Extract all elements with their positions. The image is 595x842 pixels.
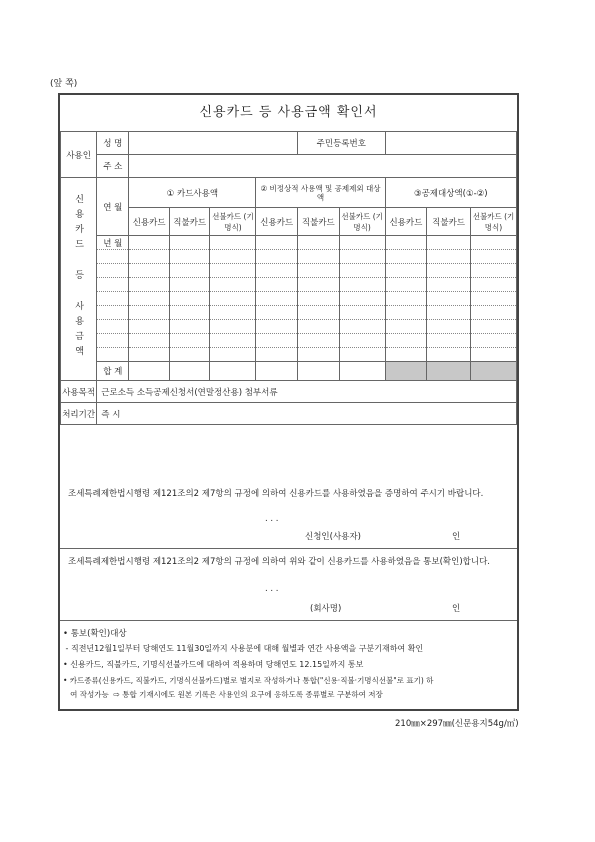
total-cell-disabled — [427, 362, 471, 381]
note-line: 여 작성가능 ⇨ 통합 기재시에도 원본 기록은 사용인의 요구에 응하도록 종류별로 구분하여 저장 — [63, 690, 383, 699]
total-cell-disabled — [385, 362, 427, 381]
address-label: 주 소 — [97, 155, 129, 178]
paper-size-footer: 210㎜×297㎜(신문용지54g/㎡) — [395, 719, 519, 729]
group3-header: ③공제대상액(①-②) — [385, 178, 516, 208]
name-label: 성 명 — [97, 132, 129, 155]
total-cell-disabled — [471, 362, 517, 381]
total-cell[interactable] — [129, 362, 170, 381]
total-cell[interactable] — [256, 362, 298, 381]
purpose-label: 사용목적 — [61, 381, 97, 403]
col-debit-1: 직불카드 — [169, 208, 210, 236]
total-label: 합 계 — [97, 362, 129, 381]
table-cell[interactable] — [169, 236, 210, 250]
total-cell[interactable] — [210, 362, 256, 381]
notice-text: 조세특례제한법시행령 제121조의2 제7항의 규정에 의하여 위와 같이 신용카드를 사용하였음을 통보(확인)합니다. — [68, 557, 490, 567]
request-seal: 인 — [452, 532, 461, 542]
notice-date: . . . — [265, 584, 279, 594]
purpose-value: 근로소득 소득공제신청서(연말정산용) 첨부서류 — [97, 381, 517, 403]
col-credit-1: 신용카드 — [129, 208, 170, 236]
table-cell[interactable] — [471, 236, 517, 250]
note-line: • 카드종류(신용카드, 직불카드, 기명식선불카드)별로 별지로 작성하거나 통합("신용·직불·기명식선불"로 표기) 하 — [63, 676, 434, 685]
notice-section — [60, 548, 517, 621]
year-month-label: 연 월 — [97, 178, 129, 236]
table-cell[interactable] — [298, 236, 340, 250]
rrn-label: 주민등록번호 — [298, 132, 386, 155]
table-cell[interactable] — [210, 236, 256, 250]
col-prepaid-1: 선불카드 (기명식) — [210, 208, 256, 236]
request-signer: 신청인(사용자) — [305, 532, 361, 542]
col-credit-3: 신용카드 — [385, 208, 427, 236]
user-label: 사용인 — [61, 132, 97, 178]
col-prepaid-2: 선불카드 (기명식) — [339, 208, 385, 236]
notes-section — [60, 625, 517, 705]
total-cell[interactable] — [339, 362, 385, 381]
table-cell[interactable] — [129, 236, 170, 250]
col-debit-2: 직불카드 — [298, 208, 340, 236]
form-title: 신용카드 등 사용금액 확인서 — [60, 95, 517, 132]
col-prepaid-3: 선불카드 (기명식) — [471, 208, 517, 236]
amount-side-label: 신용카드 등 사용금액 — [61, 178, 97, 381]
page-side-label: (앞 쪽) — [50, 79, 78, 89]
request-date: . . . — [265, 514, 279, 524]
user-amount-table — [60, 131, 517, 425]
rrn-field[interactable] — [385, 132, 516, 155]
request-section — [60, 480, 517, 549]
table-cell[interactable] — [385, 236, 427, 250]
group1-header: ① 카드사용액 — [129, 178, 256, 208]
year-month-row-label: 년 월 — [97, 236, 129, 250]
deadline-value: 즉 시 — [97, 403, 517, 425]
table-cell[interactable] — [427, 236, 471, 250]
address-field[interactable] — [129, 155, 517, 178]
notice-signer: (회사명) — [310, 604, 342, 614]
form-frame — [58, 93, 519, 711]
total-cell[interactable] — [169, 362, 210, 381]
request-text: 조세특례제한법시행령 제121조의2 제7항의 규정에 의하여 신용카드를 사용하였음을 증명하여 주시기 바랍니다. — [68, 489, 484, 499]
total-cell[interactable] — [298, 362, 340, 381]
note-line: • 통보(확인)대상 — [63, 629, 127, 639]
table-cell[interactable] — [339, 236, 385, 250]
name-field[interactable] — [129, 132, 298, 155]
notice-seal: 인 — [452, 604, 461, 614]
group2-header: ② 비정상적 사용액 및 공제제외 대상액 — [256, 178, 385, 208]
table-cell[interactable] — [256, 236, 298, 250]
col-credit-2: 신용카드 — [256, 208, 298, 236]
deadline-label: 처리기간 — [61, 403, 97, 425]
col-debit-3: 직불카드 — [427, 208, 471, 236]
note-line: • 신용카드, 직불카드, 기명식선불카드에 대하여 적용하며 당해연도 12.15일까지 통보 — [63, 660, 364, 669]
note-line: - 직전년12월1일부터 당해연도 11월30일까지 사용분에 대해 월별과 연간 사용액을 구분기재하여 확인 — [63, 644, 424, 653]
